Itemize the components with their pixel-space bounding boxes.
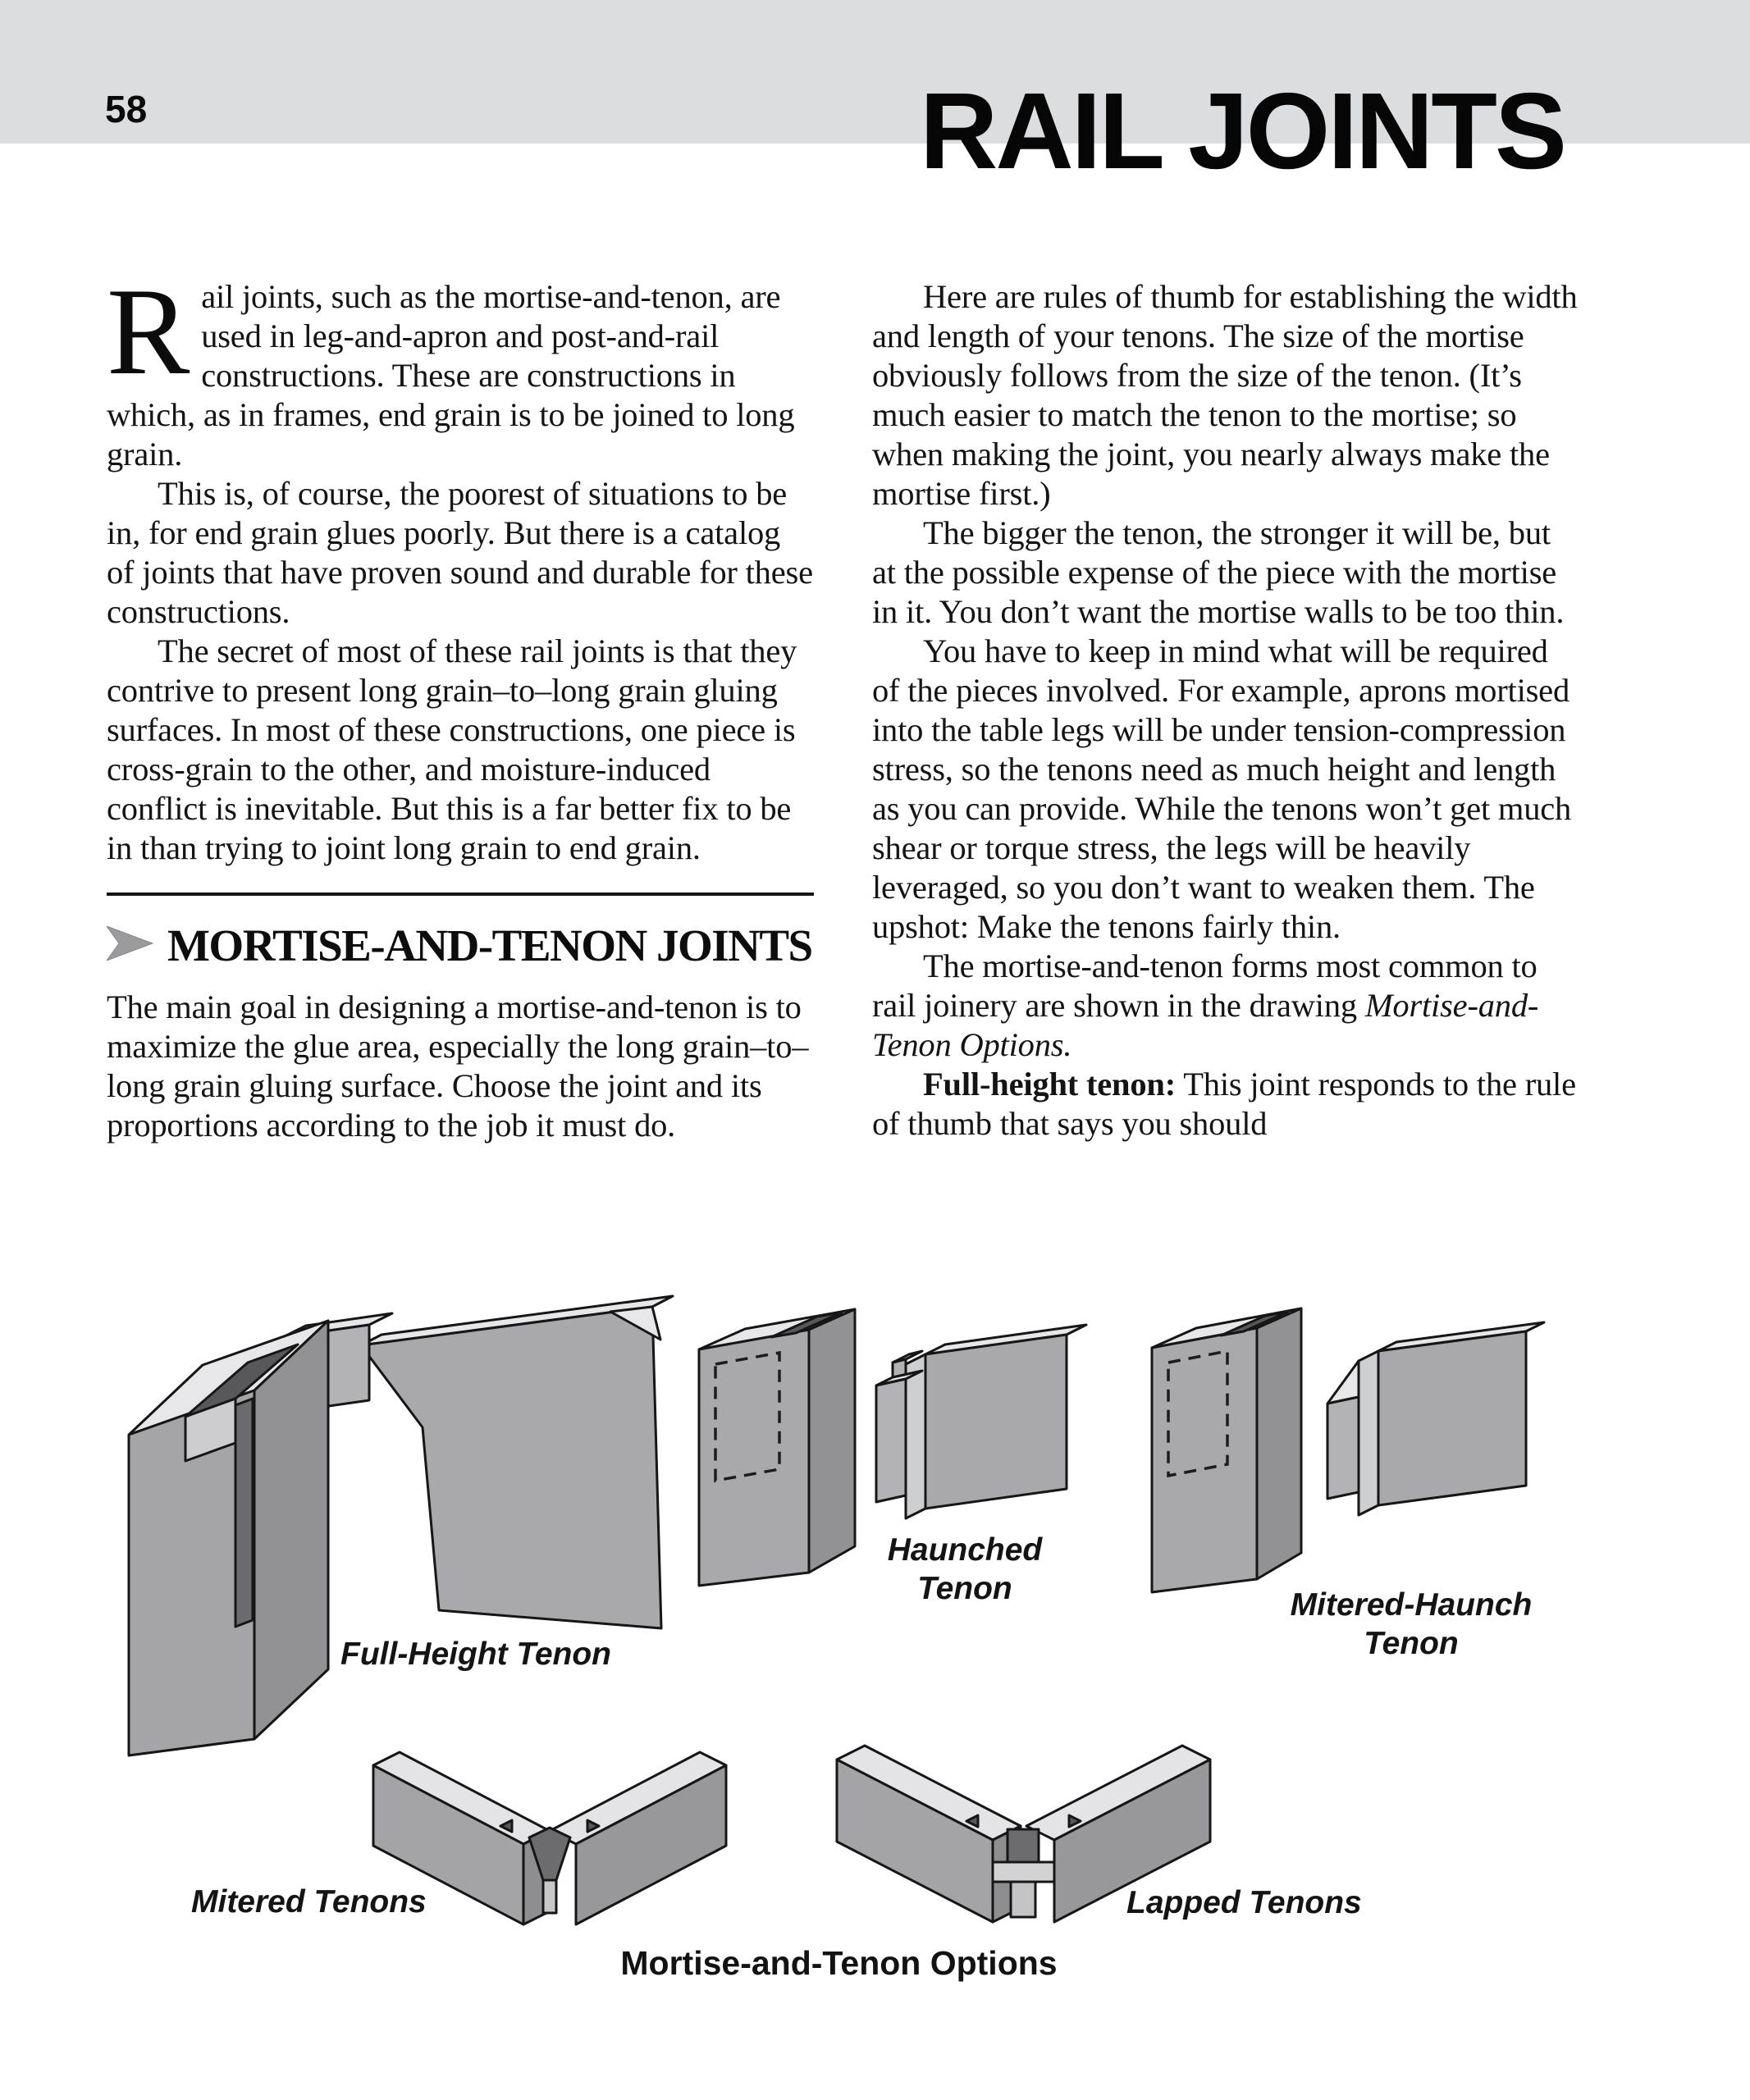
right-paragraph-3: You have to keep in mind what will be required of the pieces involved. For example, aprons mortised into the table legs will be under tension-compression stress, so the tenons need as much height and length as you can provide. While the tenons won’t get much shear or torque stress, the legs will be heavily leveraged, so you don’t want to weaken them. The upshot: Make the tenons fairly thin.: [872, 632, 1572, 945]
section-heading: MORTISE-AND-TENON JOINTS: [167, 920, 812, 970]
right-column: [872, 277, 1579, 1144]
intro-paragraph-3: The secret of most of these rail joints is that they contrive to present long grain–to–long grain gluing surfaces. In most of these constructions, one piece is cross-grain to the other, and moisture-induced conflict is inevitable. But this is a far better fix to be in than trying to joint long grain to end grain.: [107, 632, 797, 866]
page-number: 58: [105, 88, 148, 130]
rail-front-face: [1378, 1331, 1526, 1505]
lap-step-face: [993, 1862, 1054, 1882]
label-lapped-tenons: Lapped Tenons: [1126, 1885, 1362, 1920]
label-mitered-haunch-line1: Mitered-Haunch: [1290, 1587, 1533, 1623]
full-height-tenon-lead-in: Full-height tenon:: [923, 1066, 1177, 1102]
drop-cap: R: [107, 262, 190, 400]
lap-slot-upper: [1008, 1829, 1039, 1862]
right-paragraph-1: Here are rules of thumb for establishing the width and length of your tenons. The size of the mortise obviously follows from the size of the tenon. (It’s much easier to match the tenon to the mortise; so when making the joint, you nearly always make the mortise first.): [872, 278, 1578, 512]
right-paragraph-2: The bigger the tenon, the stronger it will be, but at the possible expense of the piece with the mortise in it. You don’t want the mortise walls to be too thin.: [872, 514, 1565, 630]
drawing-reference-italic: Mortise-and-Tenon Options.: [872, 987, 1539, 1063]
mitered-tenon-block: [543, 1880, 556, 1913]
rail-shoulder-face: [906, 1354, 925, 1518]
label-mitered-haunch-line2: Tenon: [1364, 1626, 1459, 1661]
post-side-face: [809, 1309, 855, 1573]
rail-front-face: [925, 1335, 1067, 1509]
intro-paragraph-1-text: ail joints, such as the mortise-and-tenon, are used in leg-and-apron and post-and-rail constructions. These are constructions in which, as in frames, end grain is to be joined to long grain.: [107, 278, 795, 472]
mitered-haunch-tenon-illustration: [1140, 1300, 1551, 1624]
section-heading-row: [107, 920, 814, 970]
mortise-deep-slot: [235, 1399, 253, 1627]
post-side-face: [1257, 1308, 1301, 1579]
lapped-tenon-block: [1011, 1882, 1035, 1917]
leg-side-face: [254, 1321, 328, 1739]
left-column: [107, 262, 814, 1145]
figure-caption: Mortise-and-Tenon Options: [620, 1944, 1058, 1982]
label-mitered-tenons: Mitered Tenons: [191, 1884, 427, 1920]
section-paragraph-1: The main goal in designing a mortise-and-tenon is to maximize the glue area, especially the long grain–to–long grain gluing surface. Choose the joint and its proportions according to the job it must do.: [107, 988, 809, 1144]
rail-front-face: [361, 1307, 661, 1628]
label-mitered-haunch-tenon: [1268, 1586, 1555, 1663]
page-title: RAIL JOINTS: [919, 71, 1565, 191]
label-haunched-line2: Tenon: [917, 1571, 1012, 1606]
right-paragraph-4-text: The mortise-and-tenon forms most common to rail joinery are shown in the drawing: [872, 947, 1538, 1024]
label-full-height-tenon: Full-Height Tenon: [340, 1637, 611, 1672]
intro-paragraph-2: This is, of course, the poorest of situations to be in, for end grain glues poorly. But there is a catalog of joints that have proven sound and durable for these constructions.: [107, 475, 813, 630]
rail-shoulder-face: [1359, 1351, 1378, 1515]
label-haunched-tenon: [853, 1531, 1076, 1608]
tenon-front-face: [876, 1379, 906, 1502]
right-paragraph-5: [872, 1065, 1579, 1144]
arrowhead-bullet-icon: [107, 925, 154, 966]
right-paragraph-4: [872, 947, 1579, 1065]
right-paragraph-5-text: This joint responds to the rule of thumb that says you should: [872, 1066, 1576, 1142]
tenon-front-face: [1327, 1397, 1359, 1499]
section-divider-rule: [107, 892, 814, 896]
intro-paragraph-1: [107, 262, 814, 474]
label-haunched-line1: Haunched: [887, 1532, 1043, 1568]
